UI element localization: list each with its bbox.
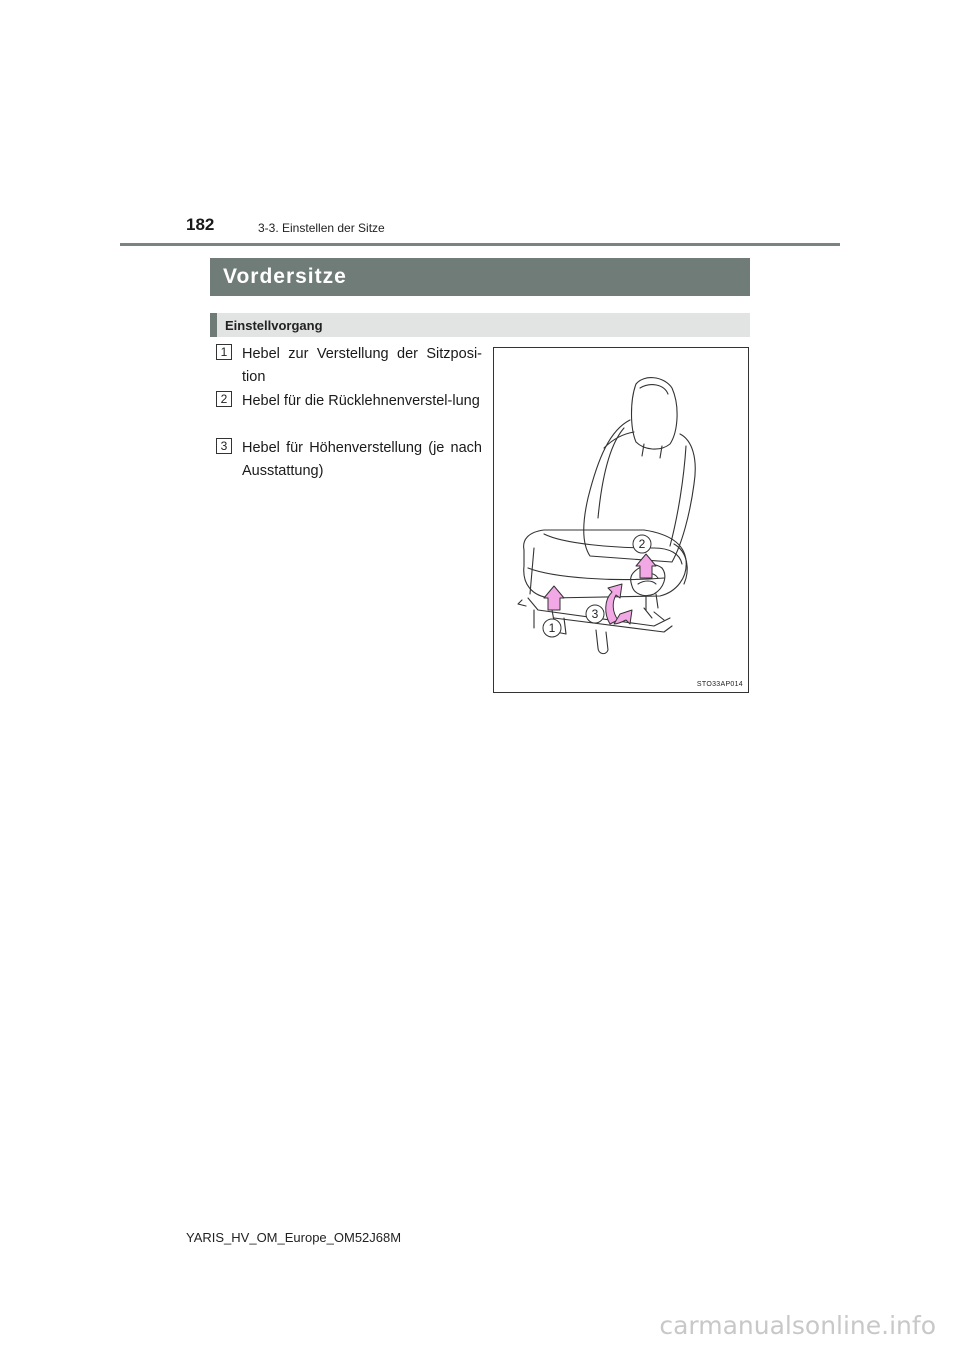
step-number-2: 2 — [216, 391, 232, 407]
header-rule — [120, 243, 840, 246]
watermark: carmanualsonline.info — [659, 1311, 936, 1340]
step-item-2 — [216, 390, 482, 413]
section-path: 3-3. Einstellen der Sitze — [258, 221, 385, 235]
figure-code: STO33AP014 — [696, 681, 743, 688]
step-text-2: Hebel für die Rücklehnenverstel-lung — [242, 393, 480, 409]
step-number-3: 3 — [216, 438, 232, 454]
callout-3: 3 — [591, 607, 599, 621]
seat-illustration — [494, 348, 748, 692]
step-text-3: Hebel für Höhenverstellung (je nach Ausstattung) — [242, 440, 482, 479]
page-number: 182 — [186, 215, 215, 234]
section-title: Vordersitze — [210, 258, 750, 296]
seat-figure — [493, 347, 749, 693]
callout-2: 2 — [638, 537, 646, 551]
subsection-title: Einstellvorgang — [210, 313, 750, 337]
step-item-3 — [216, 437, 482, 483]
step-item-1 — [216, 343, 482, 389]
footer-doc-id: YARIS_HV_OM_Europe_OM52J68M — [186, 1230, 402, 1245]
step-text-1: Hebel zur Verstellung der Sitzposi-tion — [242, 346, 482, 385]
step-number-1: 1 — [216, 344, 232, 360]
callout-1: 1 — [548, 621, 556, 635]
